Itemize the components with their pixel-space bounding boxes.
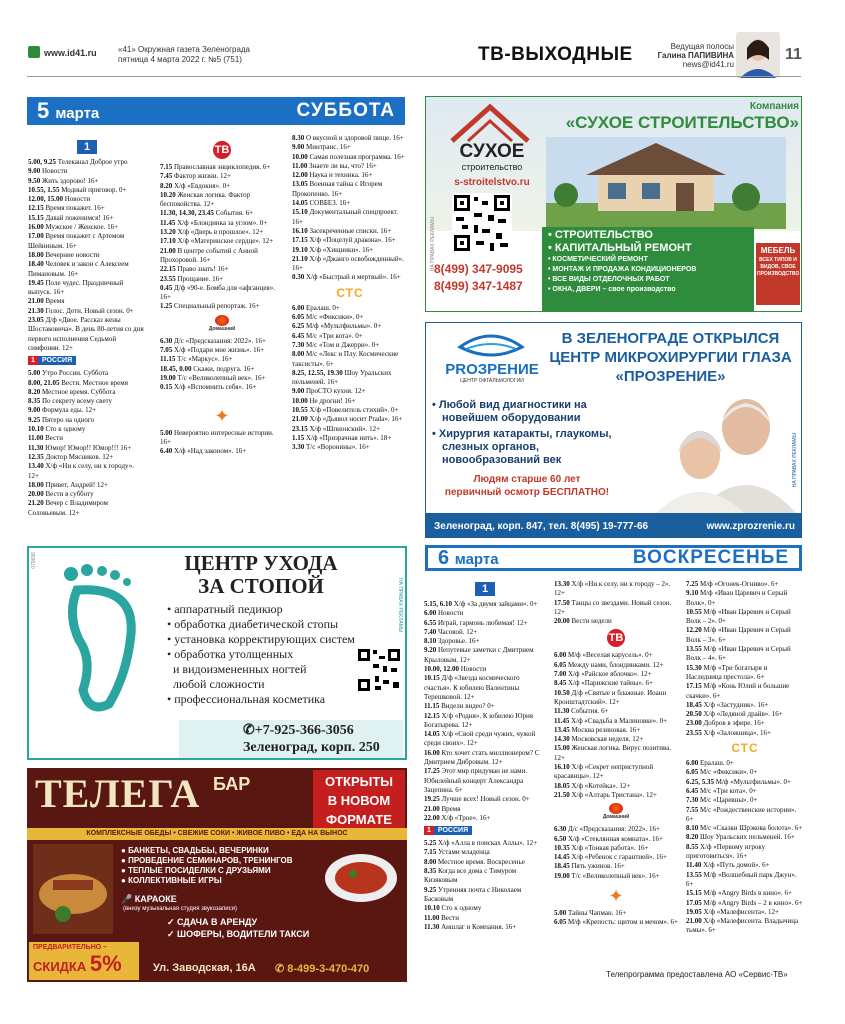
ad-stopa-title2: ЗА СТОПОЙ — [198, 574, 324, 598]
program-item: 7.00 Х/ф «Райское яблочко». 12+ — [554, 670, 652, 679]
program-item: 17.10 Х/ф «Материнское сердце». 12+ — [160, 237, 274, 246]
program-item: 18.45, 0.00 Скажи, подруга. 16+ — [160, 364, 255, 373]
program-item: 21.00 Х/ф «Дьявол носит Prada». 16+ — [292, 415, 403, 424]
program-item: 7.05 Х/ф «Подари мне жизнь». 16+ — [160, 346, 265, 355]
program-item: 21.00 Время — [28, 297, 65, 306]
ad-stopa-item: профессиональная косметика — [174, 692, 326, 706]
ad-telega-phone[interactable]: ✆ 8-499-3-470-470 — [275, 963, 370, 975]
channel-1-logo-icon: 1 — [475, 582, 495, 596]
program-item: 9.25 Утренняя почта с Николаем Басковым — [424, 885, 522, 903]
ad-suhoe-phone2[interactable]: 8(499) 347-1487 — [434, 279, 523, 293]
ad-suhoe-services — [542, 227, 754, 311]
program-item: 10.00 Самая полезная программа. 16+ — [292, 152, 405, 161]
program-item: 8.45 Х/ф «Парижские тайны». 6+ — [554, 679, 653, 688]
channel-ren-logo-icon: ✦ — [608, 886, 624, 907]
program-item: 10.00 Не дрогни! 16+ — [292, 396, 356, 405]
sun-column-1 — [424, 582, 546, 966]
program-item: 7.25 М/ф «Огонек-Огниво». 6+ — [686, 580, 779, 588]
program-item: 18.05 Х/ф «Котейка». 12+ — [554, 781, 631, 790]
program-item: 6.05 М/ф «Крепость: щитом и мечом». 6+ — [554, 918, 678, 927]
program-item: 7.55 М/с «Рождественские истории». 6+ — [686, 805, 797, 823]
ad-telega-karaoke-label: КАРАОКЕ — [134, 894, 177, 904]
ad-stopa-item: аппаратный педикюр — [174, 602, 283, 616]
program-item: 21.30 Голос. Дети. Новый сезон. 0+ — [28, 306, 134, 315]
program-item: 11.30 Юмор! Юмор!! Юмор!!! 16+ — [28, 443, 132, 452]
ad-prozrenie-site[interactable]: www.zprozrenie.ru — [706, 520, 795, 532]
host-label: Ведущая полосы — [670, 42, 734, 51]
program-item: 5.00 Утро России. Суббота — [28, 369, 109, 378]
program-item: 10.00, 12.00 Новости — [424, 665, 487, 674]
program-item: 8.35 Когда все дома с Тимуром Кизяковым — [424, 867, 517, 885]
program-item: 20.00 Вести недели — [554, 617, 612, 626]
program-item: 23.55 Прощание. 16+ — [160, 274, 224, 283]
ad-telega-discount-label: СКИДКА — [33, 959, 87, 974]
program-item: 15.10 Документальный спецпроект. 16+ — [292, 208, 398, 226]
footer-credit: Телепрограмма предоставлена АО «Сервис-ТВ» — [606, 970, 788, 979]
ad-telega-b2: ПРОВЕДЕНИЕ СЕМИНАРОВ, ТРЕНИНГОВ — [128, 856, 293, 865]
program-item: 6.30 Д/с «Предсказания: 2022». 16+ — [160, 336, 266, 345]
program-item: 8.20 Х/ф «Евдокия». 0+ — [160, 181, 231, 190]
program-item: 10.10 Сто к одному — [28, 425, 86, 434]
sun-ctc-listing — [686, 759, 804, 936]
program-item: 21.50 Х/ф «Алтарь Тристана». 12+ — [554, 790, 657, 799]
program-item: 9.00 Новости — [28, 167, 68, 176]
sat-column-2 — [160, 138, 284, 530]
program-item: 8.20 Местное время. Суббота — [28, 387, 116, 396]
host-email[interactable]: news@id41.ru — [682, 60, 734, 69]
program-item: 6.50 Х/ф «Стеклянная комната». 16+ — [554, 834, 663, 843]
ad-stopa-list: • аппаратный педикюр • обработка диабетической стопы • установка корректирующих систем • обработка утолщенных и видоизмененных ногтей любой сложности • профессиональная косметика — [167, 602, 355, 706]
ad-telega-b4: КОЛЛЕКТИВНЫЕ ИГРЫ — [128, 876, 222, 885]
channel-rossiya-logo-icon: 1 РОССИЯ — [424, 826, 472, 835]
qr-code-icon — [452, 193, 512, 253]
program-item: 18.40 Человек и закон с Алексеем Пимановым. 16+ — [28, 260, 129, 278]
paper-issue: пятница 4 марта 2022 г. №5 (751) — [118, 55, 242, 64]
sat-column-1 — [28, 140, 146, 530]
program-item: 18.45 Х/ф «Застудник». 16+ — [686, 700, 769, 709]
program-item: 23.00 Добров в эфире. 16+ — [686, 719, 765, 728]
ad-prozrenie-footer — [426, 513, 802, 538]
program-item: 1.15 Х/ф «Призрачная нить». 18+ — [292, 433, 392, 442]
eye-logo-icon — [456, 329, 526, 359]
program-item: 10.15 Д/ф «Звезда космического счастья». К юбилею Валентины Терешковой. 12+ — [424, 674, 520, 701]
qr-code-icon — [357, 648, 401, 692]
program-item: 13.55 М/ф «Иван Царевич и Серый Волк – 4». 6+ — [686, 645, 791, 663]
program-item: 20.50 Х/ф «Ледяной драйв». 16+ — [686, 710, 783, 719]
program-item: 18.45 Пять ужинов. 16+ — [554, 862, 625, 871]
program-item: 13.40 Х/ф «Ни к селу, ни к городу». 12+ — [28, 462, 134, 480]
program-item: 19.00 Т/с «Великолепный век». 16+ — [160, 373, 266, 382]
ad-telega-karaoke: 🎤 КАРАОКЕ — [121, 894, 177, 904]
day1-date-month: марта — [55, 105, 100, 122]
program-item: 18.00 Вечерние новости — [28, 250, 100, 259]
program-item: 11.30, 14.30, 23.45 События. 6+ — [160, 209, 254, 218]
ad-prozrenie-vertical: НА ПРАВАХ РЕКЛАМЫ — [792, 433, 798, 488]
program-item: 5.00 Невероятно интересные истории. 16+ — [160, 428, 274, 446]
channel-ctc-logo-icon: СТС — [731, 741, 759, 756]
program-item: 6.00 Ералаш. 0+ — [292, 303, 340, 312]
program-item: 8.00, 21.05 Вести. Местное время — [28, 378, 128, 387]
program-item: 11.45 Х/ф «Блондинка за углом». 0+ — [160, 218, 268, 227]
channel-ctc-logo-icon: СТС — [336, 285, 364, 300]
day2-date-num: 6 — [438, 546, 450, 569]
program-item: 3.30 Т/с «Воронины». 16+ — [292, 443, 370, 452]
day1-weekday: СУББОТА — [296, 100, 395, 121]
day2-weekday: ВОСКРЕСЕНЬЕ — [632, 547, 789, 568]
foot-logo-icon — [49, 564, 149, 714]
ad-telega-b1: БАНКЕТЫ, СВАДЬБЫ, ВЕЧЕРИНКИ — [128, 846, 269, 855]
program-item: 8.00 М/с «Лекс и Плу. Космические таксисты». 6+ — [292, 350, 399, 368]
program-item: 10.55, 1.55 Модный приговор. 0+ — [28, 185, 127, 194]
program-item: 20.00 Вести в субботу — [28, 490, 94, 499]
program-item: 8.35 По секрету всему свету — [28, 397, 113, 406]
program-item: 9.00 Формула еды. 12+ — [28, 406, 97, 415]
program-item: 9.50 Жить здорово! 16+ — [28, 176, 99, 185]
ad-stopa-item: обработка диабетической стопы — [174, 617, 339, 631]
sun-rossiya-cont-listing — [554, 580, 678, 626]
page-number: 11 — [785, 46, 802, 63]
program-item: 19.45 Поле чудес. Праздничный выпуск. 16+ — [28, 278, 124, 297]
program-item: 5.25 Х/ф «Алла в поисках Аллы». 12+ — [424, 839, 538, 848]
program-item: 19.05 Х/ф «Малефисента». 12+ — [686, 907, 779, 916]
ad-telega-taxi-label: ШОФЕРЫ, ВОДИТЕЛИ ТАКСИ — [177, 929, 310, 939]
program-item: 11.15 Видели видео? 0+ — [424, 702, 495, 711]
program-item: 0.30 Х/ф «Быстрый и мертвый». 16+ — [292, 273, 401, 282]
ad-telega-bar: БАР — [213, 774, 251, 794]
ad-suhoe-furniture-badge — [756, 243, 800, 305]
program-item: 10.10 Сто к одному — [424, 904, 482, 913]
sun-domashniy-listing — [554, 825, 678, 881]
program-item: 15.30 М/ф «Три богатыря и Наследница престола». 6+ — [686, 663, 768, 681]
ad-stopa-title — [161, 552, 361, 598]
program-item: 19.25 Лучше всех! Новый сезон. 0+ — [424, 795, 530, 804]
ad-suhoe-logo-bottom: строительство — [461, 162, 523, 172]
channel-rossiya-logo-icon: 1 РОССИЯ — [28, 356, 76, 365]
program-item: 10.55 Х/ф «Повелитель стихий». 0+ — [292, 406, 399, 415]
house-roof-icon — [448, 103, 532, 143]
ad-prozrenie-brand: PRОЗРЕНИЕ — [445, 361, 539, 378]
section-title: ТВ-ВЫХОДНЫЕ — [478, 44, 633, 65]
program-item: 13.55 М/ф «Волшебный парк Джун». 6+ — [686, 870, 797, 888]
ad-telega-open3: ФОРМАТЕ — [326, 812, 392, 827]
ad-stopa-item: любой сложности — [173, 677, 265, 691]
ad-suhoe-logo-top: СУХОЕ — [459, 141, 525, 162]
sat-ctc-listing — [292, 304, 408, 453]
sun-column-2 — [554, 580, 678, 966]
program-item: 6.05 М/с «Фиксики». 0+ — [686, 768, 758, 777]
ad-stopa-code: 079696 — [31, 552, 37, 569]
program-item: 7.15 Православная энциклопедия. 6+ — [160, 163, 271, 171]
ad-suhoe-line1: • СТРОИТЕЛЬСТВО — [548, 229, 653, 241]
program-item: 0.45 Д/ф «90-е. Бомба для «афганцев». 16+ — [160, 283, 275, 302]
program-item: 22.15 Право знать! 16+ — [160, 265, 229, 274]
program-item: 12.20 М/ф «Иван Царевич и Серый Волк – 3». 6+ — [686, 626, 791, 644]
sun-ren-listing — [554, 909, 678, 928]
channel-1-logo-icon: 1 — [77, 140, 97, 154]
sat-column-3 — [292, 134, 408, 530]
program-item: 19.00 Т/с «Великолепный век». 16+ — [554, 871, 660, 880]
sat-domashniy-listing — [160, 337, 284, 393]
ad-stopa-title1: ЦЕНТР УХОДА — [184, 551, 338, 575]
header-rule — [27, 76, 801, 77]
ad-stopa-item: установка корректирующих систем — [174, 632, 355, 646]
ad-stopa-item: и видоизмененных ногтей — [173, 662, 307, 676]
program-item: 17.25 Этот мир придуман не нами. Юбилейный концерт Александра Зацепина. 6+ — [424, 767, 528, 794]
ad-suhoe-line5: • ВСЕ ВИДЫ ОТДЕЛОЧНЫХ РАБОТ — [548, 276, 670, 283]
ad-stopa-address: Зеленоград, корп. 250 — [243, 740, 380, 755]
program-item: 8.55 Х/ф «Первому игроку приготовиться». 16+ — [686, 842, 766, 861]
ad-suhoe-line3: • КОСМЕТИЧЕСКИЙ РЕМОНТ — [548, 256, 648, 263]
house-photo — [546, 137, 786, 229]
program-item: 6.25 М/ф «Мультфильмы». 0+ — [292, 322, 382, 331]
program-item: 5.00, 9.25 Телеканал Доброе утро — [28, 158, 128, 166]
ad-prozrenie-offer1: Людям старше 60 лет — [473, 474, 581, 485]
program-item: 17.05 М/ф «Angry Birds – 2 в кино». 6+ — [686, 898, 803, 907]
sun-rossiya-listing — [424, 839, 546, 932]
ad-prozrenie-bullet1: Любой вид диагностики на новейшем оборудовании — [438, 399, 587, 424]
ad-suhoe-line2: • КАПИТАЛЬНЫЙ РЕМОНТ — [548, 242, 692, 254]
program-item: 1.25 Специальный репортаж. 16+ — [160, 302, 260, 311]
ad-telega-strip: КОМПЛЕКСНЫЕ ОБЕДЫ • СВЕЖИЕ СОКИ • ЖИВОЕ ПИВО • ЕДА НА ВЫНОС — [27, 828, 407, 840]
program-item: 7.30 М/с «Царевны». 0+ — [686, 796, 758, 805]
ad-telega-open1: ОТКРЫТЫ — [324, 774, 394, 789]
site-logo-icon — [28, 46, 40, 58]
channel-ren-logo-icon: ✦ — [214, 405, 230, 426]
dish-photo — [319, 842, 403, 912]
program-item: 19.10 Х/ф «Хищники». 16+ — [292, 245, 374, 254]
program-item: 6.40 Х/ф «Над законом». 16+ — [160, 447, 247, 456]
sun-perviy-listing — [424, 600, 546, 823]
program-item: 6.30 Д/с «Предсказания: 2022». 16+ — [554, 825, 660, 834]
program-item: 7.40 Часовой. 12+ — [424, 627, 478, 636]
ad-stopa-vertical: НА ПРАВАХ РЕКЛАМЫ — [397, 578, 403, 633]
sat-ren-listing — [160, 429, 284, 457]
program-item: 6.45 М/с «Три кота». 0+ — [292, 331, 363, 340]
program-item: 9.10 М/ф «Иван Царевич и Серый Волк». 0+ — [686, 589, 788, 607]
program-item: 15.15 Давай поженимся! 16+ — [28, 213, 114, 222]
program-item: 8.20 Шоу Уральских пельменей. 16+ — [686, 833, 795, 842]
ad-suhoe-title: «СУХОЕ СТРОИТЕЛЬСТВО» — [565, 113, 799, 132]
program-item: 12.35 Доктор Мясников. 12+ — [28, 452, 114, 461]
food-photo — [33, 844, 113, 934]
ad-prozrenie-title2: ЦЕНТР МИКРОХИРУРГИИ ГЛАЗА — [549, 349, 792, 366]
program-item: 12.00, 15.00 Новости — [28, 195, 91, 204]
program-item: 6.55 Играй, гармонь любимая! 12+ — [424, 618, 528, 627]
program-item: 14.05 СОВБЕЗ. 16+ — [292, 199, 351, 208]
ad-suhoe-line4: • МОНТАЖ И ПРОДАЖА КОНДИЦИОНЕРОВ — [548, 266, 697, 273]
ad-telega-name: ТЕЛЕГА — [35, 771, 201, 816]
program-item: 0.15 Х/ф «Вспомнить себя». 16+ — [160, 383, 257, 392]
program-item: 15.15 М/ф «Angry Birds в кино». 6+ — [686, 889, 792, 898]
program-item: 23.05 Д/ф «Двое. Рассказ жены Шостаковича». В день 80-летия со дня первого исполнения Седьмой симфонии. 12+ — [28, 316, 144, 352]
program-item: 9.25 Пятеро на одного — [28, 415, 95, 424]
sat-tvc-listing — [160, 163, 284, 312]
ad-suhoe-vertical: НА ПРАВАХ РЕКЛАМЫ — [430, 217, 436, 272]
program-item: 23.15 Х/ф «Шпионский». 12+ — [292, 424, 381, 433]
program-item: 17.15 Х/ф «Поцелуй дракона». 16+ — [292, 236, 396, 245]
program-item: 6.00 Новости — [424, 609, 464, 618]
ad-suhoe-line6: • ОКНА, ДВЕРИ – свое производство — [548, 286, 676, 293]
program-item: 14.05 Х/ф «Свой среди чужих, чужой среди своих». 12+ — [424, 730, 536, 748]
ad-prozrenie-address: Зеленоград, корп. 847, тел. 8(495) 19-777-66 — [434, 520, 649, 532]
ad-stopa[interactable] — [27, 546, 407, 760]
sun-tvc-listing — [554, 651, 678, 800]
program-item: 16.00 Мужское / Женское. 16+ — [28, 223, 119, 232]
ad-suhoe-furniture-sub: ВСЕХ ТИПОВ И ВИДОВ, СВОЕ ПРОИЗВОДСТВО — [757, 257, 800, 277]
ad-suhoe-phone1[interactable]: 8(499) 347-9095 — [434, 262, 523, 276]
ad-prozrenie-bullet2: Хирургия катаракты, глаукомы, слезных органов, новообразований век — [438, 428, 612, 466]
ad-suhoe-site[interactable]: s-stroitelstvo.ru — [454, 177, 530, 188]
day1-date-num: 5 — [37, 98, 50, 123]
channel-domashniy-logo-icon: Домашний — [596, 803, 636, 821]
ad-telega-rent-label: СДАЧА В АРЕНДУ — [177, 917, 258, 927]
ad-telega-pct: 5% — [89, 951, 122, 976]
day2-date-month: марта — [454, 550, 499, 568]
program-item: 12.15 Х/ф «Родня». К юбилею Юрия Богатырева. 12+ — [424, 711, 534, 729]
sun-ren-cont-listing — [686, 580, 804, 738]
program-item: 8.10 Здоровье. 16+ — [424, 637, 480, 646]
program-item: 13.45 Москва резиновая. 16+ — [554, 725, 641, 734]
program-item: 7.15 Устами младенца — [424, 848, 490, 857]
sat-rossiya-listing — [28, 369, 146, 518]
program-item: 11.30 События. 6+ — [554, 707, 609, 716]
program-item: 17.15 М/ф «Конь Юлий и большие скачки». 6+ — [686, 682, 790, 700]
channel-tvc-logo-icon: ТВ — [213, 141, 231, 159]
ad-telega-rent: ✓ СДАЧА В АРЕНДУ ✓ ШОФЕРЫ, ВОДИТЕЛИ ТАКСИ — [167, 917, 310, 939]
program-item: 7.45 Фактор жизни. 12+ — [160, 172, 231, 181]
sat-perviy-listing — [28, 158, 146, 353]
paper-title: «41» Окружная газета Зеленограда — [118, 45, 251, 54]
program-item: 12.15 Время покажет. 16+ — [28, 204, 105, 213]
program-item: 8.25, 12.55, 19.30 Шоу Уральских пельменей. 16+ — [292, 368, 392, 387]
ad-prozrenie-offer2: первичный осмотр БЕСПЛАТНО! — [444, 487, 610, 498]
program-item: 14.45 Х/ф «Ребенок с гарантией». 16+ — [554, 853, 667, 862]
program-item: 15.00 Женская логика. Вирус позитива. 12+ — [554, 744, 672, 762]
ad-prozrenie-bullets: • Любой вид диагностики на новейшем оборудовании • Хирургия катаракты, глаукомы, слезных органов, новообразований век — [432, 399, 612, 466]
day-band-sunday — [425, 545, 802, 571]
program-item: 21.20 Вечер с Владимиром Соловьевым. 12+ — [28, 499, 108, 517]
program-item: 16.10 Засекреченные списки. 16+ — [292, 226, 392, 235]
ad-telega[interactable] — [27, 768, 407, 982]
program-item: 11.00 Вести — [424, 913, 459, 922]
program-item: 6.45 М/с «Три кота». 0+ — [686, 786, 757, 795]
ad-suhoe-company: Компания — [749, 101, 799, 112]
ad-suhoe-stroitelstvo[interactable] — [425, 96, 802, 312]
program-item: 16.10 Х/ф «Секрет неприступной красавицы». 12+ — [554, 763, 654, 781]
ad-prozrenie-title1: В ЗЕЛЕНОГРАДЕ ОТКРЫЛСЯ — [561, 330, 780, 347]
program-item: 11.15 Т/с «Маркус». 16+ — [160, 355, 233, 364]
ad-telega-discount — [29, 942, 139, 980]
ad-telega-b3: ТЕПЛЫЕ ПОСИДЕЛКИ С ДРУЗЬЯМИ — [128, 866, 271, 875]
program-item: 10.50 Д/ф «Святые и блажные. Иоанн Кронштадтский». 12+ — [554, 688, 667, 706]
program-item: 6.00 М/ф «Веселая карусель». 0+ — [554, 651, 653, 660]
ad-prozrenie[interactable] — [425, 322, 802, 538]
channel-domashniy-logo-icon: Домашний — [202, 315, 242, 333]
ad-stopa-item: обработка утолщенных — [174, 647, 294, 661]
paper-info — [118, 45, 328, 65]
program-item: 10.20 Женская логика. Фактор беспокойства. 12+ — [160, 190, 251, 209]
ad-telega-open2: В НОВОМ — [327, 793, 391, 808]
program-item: 13.20 Х/ф «Дверь в прошлое». 12+ — [160, 228, 264, 237]
program-item: 6.05 Между нами, блондинками. 12+ — [554, 660, 664, 669]
site-url[interactable]: www.id41.ru — [44, 48, 97, 58]
host-info — [656, 42, 734, 69]
ad-suhoe-phones — [434, 261, 540, 295]
program-item: 7.30 М/с «Том и Джерри». 0+ — [292, 340, 380, 349]
program-item: 22.00 Х/ф «Трое». 16+ — [424, 813, 491, 822]
sat-ren-tv-listing — [292, 134, 408, 283]
sun-column-3 — [686, 580, 804, 966]
ad-telega-address: Ул. Заводская, 16А — [153, 962, 256, 974]
program-item: 8.10 М/с «Сказки Шрэкова болота». 6+ — [686, 824, 803, 833]
program-item: 11.45 Х/ф «Свадьба в Малиновке». 0+ — [554, 716, 668, 725]
ad-suhoe-furniture: МЕБЕЛЬ — [760, 246, 796, 255]
program-item: 17.50 Танцы со звездами. Новый сезон. 12+ — [554, 598, 672, 616]
program-item: 21.00 Х/ф «Малефисента. Владычица тьмы». 6+ — [686, 917, 799, 935]
ad-stopa-phone[interactable]: ✆+7-925-366-3056 — [243, 723, 354, 738]
ad-telega-pre: ПРЕДВАРИТЕЛЬНО – — [33, 944, 108, 951]
program-item: 11.00 Вести — [28, 434, 63, 443]
program-item: 13.30 Х/ф «Ни к селу, ни к городу – 2». 12+ — [554, 580, 671, 598]
program-item: 11.40 Х/ф «Путь домой». 6+ — [686, 861, 770, 870]
day-band-saturday — [27, 97, 405, 125]
program-item: 10.35 Х/ф «Тонкая работа». 16+ — [554, 843, 649, 852]
program-item: 10.55 М/ф «Иван Царевич и Серый Волк – 2». 0+ — [686, 607, 791, 626]
program-item: 23.55 Х/ф «Заложница». 16+ — [686, 728, 771, 737]
program-item: 16.00 Кто хочет стать миллионером? С Дмитрием Дибровым. 12+ — [424, 748, 540, 767]
program-item: 11.30 Аншлаг и Компания. 16+ — [424, 922, 517, 931]
program-item: 17.00 Время покажет с Артемом Шейниным. 16+ — [28, 232, 125, 250]
program-item: 6.00 Ералаш. 0+ — [686, 759, 734, 768]
channel-tvc-logo-icon: ТВ — [607, 629, 625, 647]
program-item: 21.00 В центре событий с Анной Прохоровой. 16+ — [160, 246, 258, 264]
program-item: 6.25, 5.35 М/ф «Мультфильмы». 0+ — [686, 777, 791, 786]
program-item: 12.00 Наука и техника. 16+ — [292, 171, 373, 180]
host-name: Галина ПАПИВИНА — [657, 51, 734, 60]
program-item: 14.30 Московская неделя. 12+ — [554, 735, 644, 744]
program-item: 21.00 Время — [424, 804, 461, 813]
host-photo — [736, 32, 780, 78]
program-item: 9.20 Непутевые заметки с Дмитрием Крыловым. 12+ — [424, 646, 534, 664]
program-item: 6.05 М/с «Фиксики». 0+ — [292, 313, 364, 322]
program-item: 9.00 ПроСТО кухня. 12+ — [292, 387, 366, 396]
ad-prozrenie-offer — [432, 473, 622, 499]
ad-prozrenie-brand-sub: ЦЕНТР ОФТАЛЬМОЛОГИИ — [460, 378, 524, 384]
program-item: 5.00 Тайны Чапман. 16+ — [554, 909, 627, 918]
program-item: 13.05 Военная тайна с Игорем Прокопенко. 16+ — [292, 180, 383, 198]
elderly-couple-photo — [626, 387, 802, 513]
program-item: 5.15, 6.10 Х/ф «За двумя зайцами». 0+ — [424, 600, 538, 608]
ad-telega-karaoke-sub: (внизу музыкальная студия звукозаписи) — [123, 906, 237, 912]
program-item: 8.00 Местное время. Воскресенье — [424, 857, 525, 866]
ad-prozrenie-title3: «ПРОЗРЕНИЕ» — [615, 368, 726, 385]
program-item: 21.10 Х/ф «Джанго освобожденный». 16+ — [292, 254, 404, 273]
ad-telega-open — [313, 770, 405, 832]
program-item: 11.00 Знаете ли вы, что? 16+ — [292, 161, 377, 170]
ad-telega-bullets: ● БАНКЕТЫ, СВАДЬБЫ, ВЕЧЕРИНКИ ● ПРОВЕДЕНИЕ СЕМИНАРОВ, ТРЕНИНГОВ ● ТЕПЛЫЕ ПОСИДЕЛКИ С ДРУЗЬЯМИ ● КОЛЛЕКТИВНЫЕ ИГРЫ — [121, 846, 293, 885]
ad-prozrenie-title — [548, 329, 793, 386]
program-item: 9.00 Минтранс. 16+ — [292, 143, 351, 152]
program-item: 8.30 О вкусной и здоровой пище. 16+ — [292, 134, 404, 142]
program-item: 18.00 Привет, Андрей! 12+ — [28, 480, 108, 489]
